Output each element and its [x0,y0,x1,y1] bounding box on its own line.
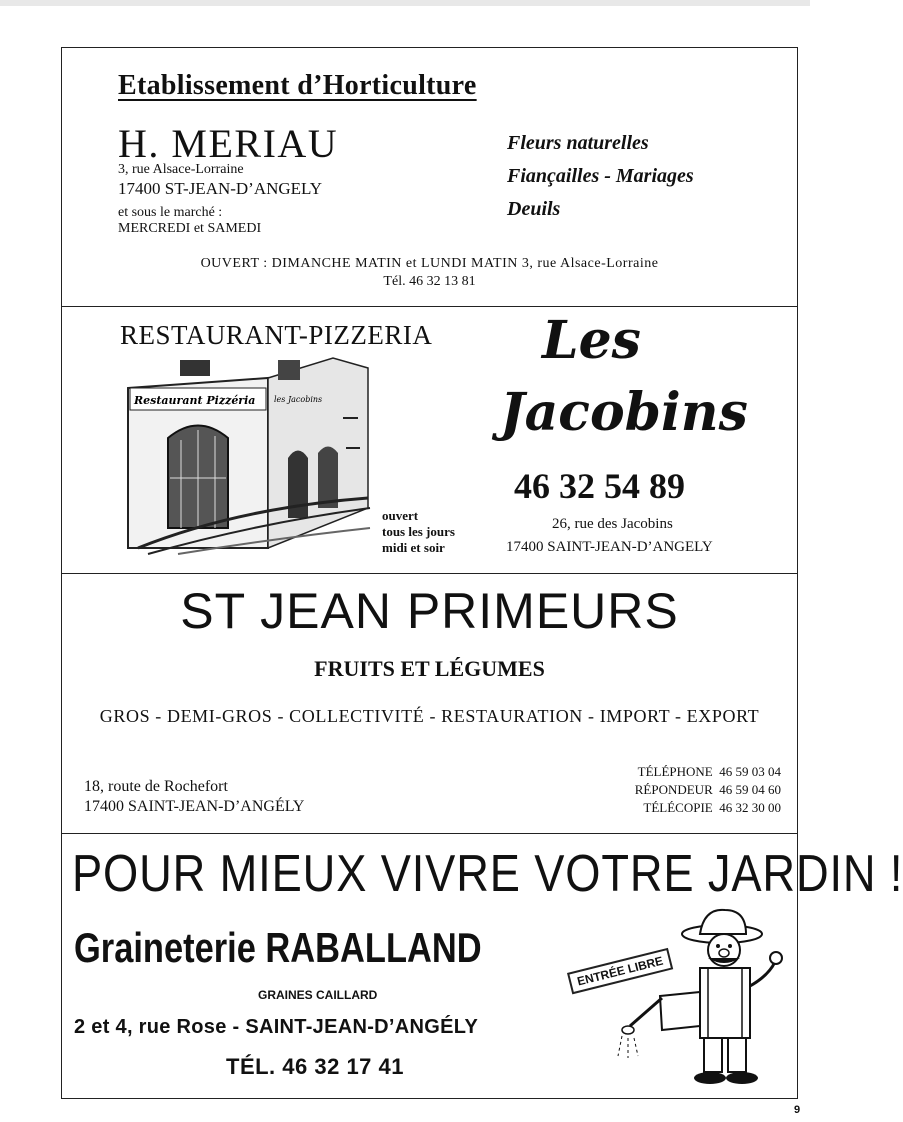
meriau-name: H. MERIAU [118,121,339,166]
divider-meriau-jacobins [62,306,797,307]
jacobins-name-line1: Les [542,310,641,371]
restaurant-sign: Restaurant Pizzéria [134,394,256,407]
contact-value: 46 59 04 60 [719,782,781,797]
page-edge [0,0,810,6]
meriau-opening-hours: OUVERT : DIMANCHE MATIN et LUNDI MATIN 3, rue Alsace-Lorraine [200,256,659,271]
meriau-address-line2: 17400 ST-JEAN-D’ANGELY [118,179,323,198]
primeurs-address-line2: 17400 SAINT-JEAN-D’ANGÉLY [84,798,305,815]
page-number: 9 [794,1104,801,1116]
primeurs-services: GROS - DEMI-GROS - COLLECTIVITÉ - RESTAURATION - IMPORT - EXPORT [99,706,760,726]
contact-value: 46 32 30 00 [719,800,781,815]
jacobins-hours-line2: tous les jours [382,524,455,539]
jacobins-hours-line3: midi et soir [382,540,445,555]
primeurs-contact-phone [638,764,781,780]
raballand-name: Graineterie RABALLAND [74,924,482,971]
gardener-illustration [600,906,800,1096]
raballand-slogan: POUR MIEUX VIVRE VOTRE JARDIN ! [72,845,903,903]
contact-label: TÉLÉPHONE [637,764,713,779]
meriau-address-line1: 3, rue Alsace-Lorraine [118,162,244,177]
contact-label: RÉPONDEUR [634,782,713,797]
raballand-brand: GRAINES CAILLARD [258,988,378,1002]
restaurant-sign-side: les Jacobins [274,395,323,404]
jacobins-phone: 46 32 54 89 [514,466,685,506]
primeurs-contact-answering [635,782,781,798]
jacobins-address-line2: 17400 SAINT-JEAN-D’ANGELY [506,539,713,555]
meriau-heading: Etablissement d’Horticulture [118,70,477,101]
divider-primeurs-raballand [62,833,797,834]
jacobins-address-line1: 26, rue des Jacobins [552,516,673,532]
meriau-telephone: Tél. 46 32 13 81 [383,274,476,289]
jacobins-title: RESTAURANT-PIZZERIA [120,320,433,350]
meriau-tag-flowers: Fleurs naturelles [507,132,649,154]
free-entry-badge: ENTRÉE LIBRE [567,948,673,995]
primeurs-contact-fax [643,800,781,816]
primeurs-title: ST JEAN PRIMEURS [180,583,679,639]
contact-value: 46 59 03 04 [719,764,781,779]
meriau-market-line2: MERCREDI et SAMEDI [118,221,262,236]
divider-jacobins-primeurs [62,573,797,574]
meriau-tag-funerals: Deuils [507,198,561,220]
jacobins-name-line2: Jacobins [500,382,748,443]
primeurs-subtitle: FRUITS ET LÉGUMES [314,656,545,681]
jacobins-hours-line1: ouvert [382,508,419,523]
meriau-market-line1: et sous le marché : [118,205,223,220]
raballand-telephone: TÉL. 46 32 17 41 [226,1054,404,1079]
raballand-address: 2 et 4, rue Rose - SAINT-JEAN-D’ANGÉLY [74,1016,479,1038]
ad-frame [61,47,903,1099]
restaurant-facade-sketch [118,358,370,554]
meriau-tag-weddings: Fiançailles - Mariages [507,165,694,187]
contact-label: TÉLÉCOPIE [643,800,713,815]
primeurs-address-line1: 18, route de Rochefort [84,778,228,795]
